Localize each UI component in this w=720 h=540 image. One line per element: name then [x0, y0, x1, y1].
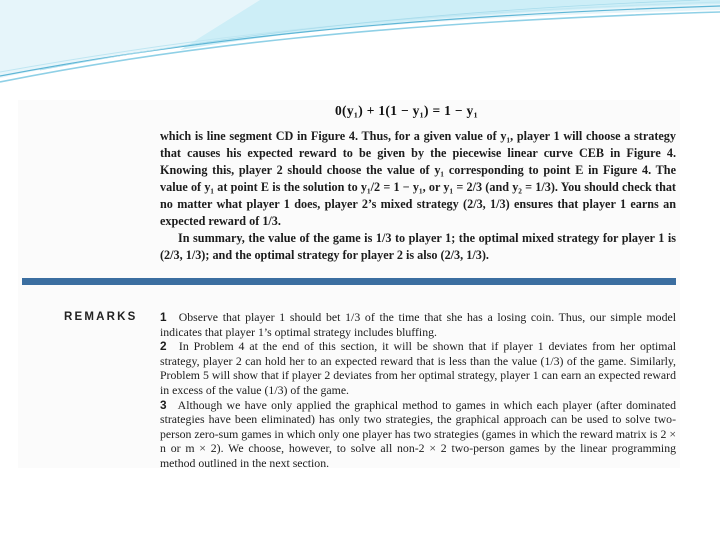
equation-line: 0(y₁) + 1(1 − y₁) = 1 − y₁: [335, 103, 478, 118]
remark-number: 1: [160, 310, 167, 324]
remark-number: 2: [160, 339, 167, 354]
body-paragraph-1: which is line segment CD in Figure 4. Thus, for a given value of y₁, player 1 will choose a strategy that causes his expected reward to be given by the piecewise linear curve CEB in Figure 4. Knowing this, player 2 should choose the value of y₁ corresponding to point E in Figure 4. The value of y₁ at point E is the solution to y₁/2 = 1 − y₁, or y₁ = 2/3 (and y₂ = 1/3). You should check that no matter what player 1 does, player 2’s mixed strategy (2/3, 1/3) ensures that player 1 earns an expected reward of 1/3.: [160, 129, 676, 228]
header-swoosh-decoration: [0, 0, 720, 95]
remark-item-3: [160, 398, 676, 471]
remark-number: 3: [160, 397, 167, 412]
body-text: [160, 128, 676, 264]
body-paragraph-2: In summary, the value of the game is 1/3 to player 1; the optimal mixed strategy for player 1 is (2/3, 1/3); and the optimal strategy for player 2 is also (2/3, 1/3).: [160, 231, 676, 262]
section-divider-bar: [22, 278, 676, 285]
remarks-heading: REMARKS: [64, 311, 138, 323]
remark-item-2: [160, 339, 676, 397]
remark-text: Observe that player 1 should bet 1/3 of the time that she has a losing coin. Thus, our simple model indicates that player 1’s optimal strategy includes bluffing.: [160, 310, 676, 339]
remark-text: In Problem 4 at the end of this section, it will be shown that if player 1 deviates from her optimal strategy, player 2 can hold her to an expected reward that is less than the value (1/3) of the game. Similarly, Problem 5 will show that if player 2 deviates from her optimal strategy, player 1 can earn an expected reward in excess of the value (1/3) of the game.: [160, 339, 676, 397]
remark-item-1: [160, 310, 676, 339]
remark-text: Although we have only applied the graphical method to games in which each player (after dominated strategies have been eliminated) has only two strategies, the graphical approach can be used to solve two-person zero-sum games in which only one player has two strategies (games in which the reward matrix is 2 × n or m × 2). We choose, however, to solve all non-2 × 2 two-person games by the linear programming method outlined in the next section.: [160, 397, 676, 470]
remarks-list: [160, 310, 676, 471]
